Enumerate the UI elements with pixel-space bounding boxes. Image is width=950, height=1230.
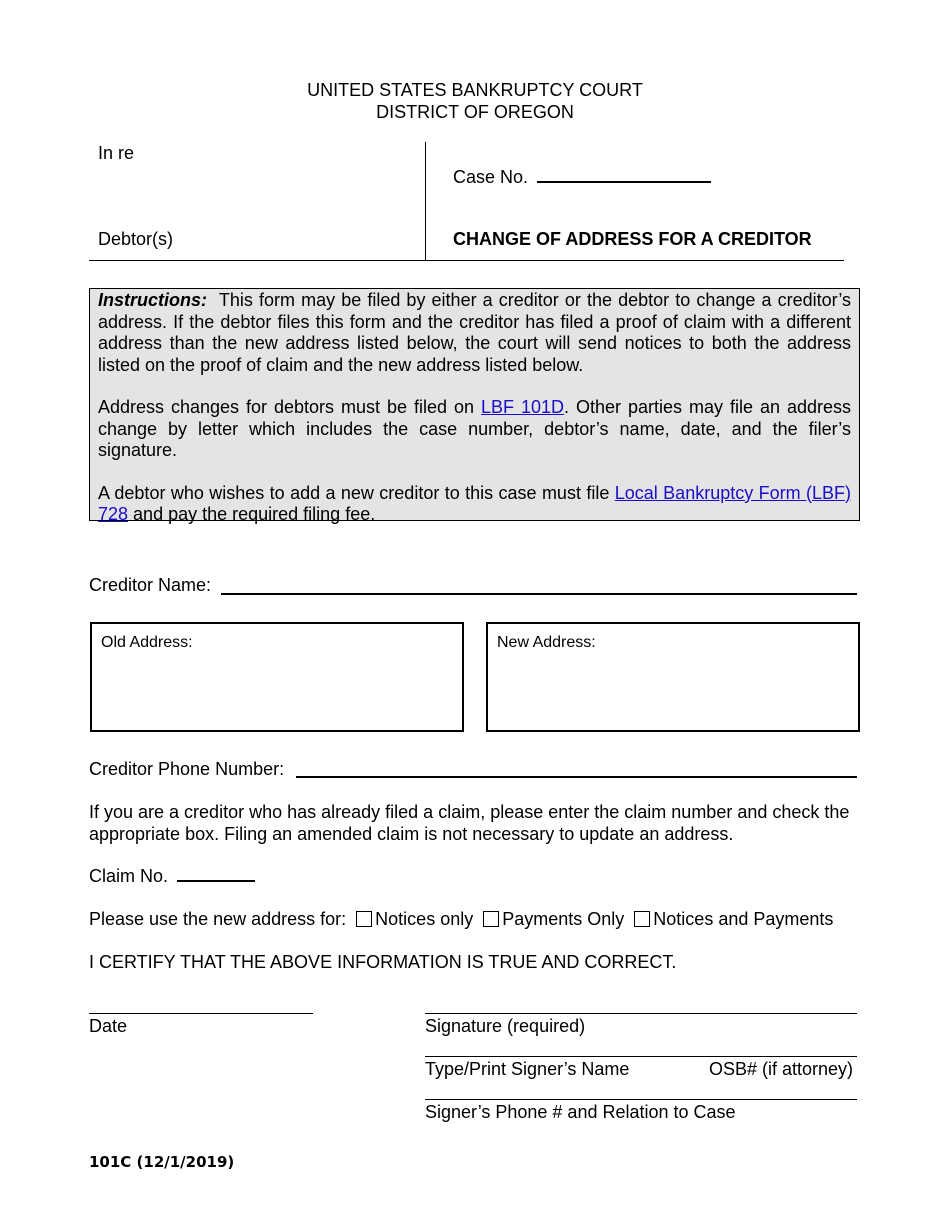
lbf-728-link[interactable]: Local Bankruptcy Form (LBF) 728 [98, 482, 851, 524]
case-number-label: Case No. [453, 167, 529, 187]
instructions-label: Instructions: [98, 290, 208, 310]
instructions-text-1: This form may be filed by either a creditor or the debtor to change a creditor’s address. If the debtor files this form and the creditor has filed a proof of claim with a different address than the new address listed below, the court will send notices to both the address listed on the proof of claim and the new address listed below. [98, 290, 851, 375]
payments-only-label: Payments Only [502, 909, 625, 929]
signer-name-label: Type/Print Signer’s Name [425, 1059, 630, 1079]
notices-only-checkbox[interactable] [356, 911, 372, 927]
signature-label: Signature (required) [425, 1016, 586, 1036]
instructions-para-3 [98, 483, 851, 526]
instructions-text-2b: . Other parties may file an address change by letter which includes the case number, debtor’s name, date, and the filer’s signature. [98, 397, 851, 460]
osb-number-label: OSB# (if attorney) [709, 1059, 854, 1079]
address-use-label: Please use the new address for: [89, 909, 347, 929]
certification-statement: I CERTIFY THAT THE ABOVE INFORMATION IS TRUE AND CORRECT. [89, 952, 677, 972]
instructions-para-1 [98, 290, 851, 376]
address-use-row [89, 909, 833, 930]
instructions-text-2a: Address changes for debtors must be filed on [98, 397, 481, 417]
new-address-label: New Address: [497, 634, 596, 651]
caption-rule-left [89, 260, 425, 261]
caption-divider [425, 142, 426, 260]
payments-only-checkbox[interactable] [483, 911, 499, 927]
case-number-field[interactable] [453, 165, 711, 188]
case-number-line[interactable] [537, 165, 711, 183]
lbf-101d-link[interactable]: LBF 101D [481, 397, 565, 417]
signature-line[interactable] [425, 1013, 857, 1014]
instructions-text-3b: and pay the required filing fee. [128, 504, 376, 524]
caption-rule-right [425, 260, 844, 261]
form-identifier: 101C (12/1/2019) [89, 1153, 235, 1171]
court-district: DISTRICT OF OREGON [376, 102, 574, 122]
claim-number-line[interactable] [177, 866, 255, 882]
old-address-label: Old Address: [101, 634, 193, 651]
creditor-name-line[interactable] [221, 593, 857, 595]
date-line[interactable] [89, 1013, 313, 1014]
signer-phone-line[interactable] [425, 1099, 857, 1100]
date-label: Date [89, 1016, 128, 1036]
instructions-text-3a: A debtor who wishes to add a new creditor to this case must file [98, 482, 615, 503]
creditor-phone-line[interactable] [296, 776, 857, 778]
claim-number-field[interactable] [89, 866, 255, 887]
creditor-name-label: Creditor Name: [89, 575, 212, 595]
debtors-label: Debtor(s) [98, 229, 174, 249]
instructions-box [89, 288, 860, 524]
claim-number-label: Claim No. [89, 866, 169, 886]
court-name: UNITED STATES BANKRUPTCY COURT [307, 80, 643, 100]
notices-and-payments-label: Notices and Payments [653, 909, 834, 929]
notices-only-label: Notices only [375, 909, 474, 929]
creditor-phone-label: Creditor Phone Number: [89, 759, 285, 779]
form-title: CHANGE OF ADDRESS FOR A CREDITOR [453, 229, 812, 249]
claim-note: If you are a creditor who has already filed a claim, please enter the claim number and check the appropriate box. Filing an amended claim is not necessary to update an address. [89, 802, 850, 844]
notices-and-payments-checkbox[interactable] [634, 911, 650, 927]
signer-name-line[interactable] [425, 1056, 857, 1057]
instructions-para-2 [98, 397, 851, 462]
new-address-box[interactable] [486, 622, 860, 732]
signer-phone-relation-label: Signer’s Phone # and Relation to Case [425, 1102, 736, 1122]
in-re-label: In re [98, 143, 135, 163]
old-address-box[interactable] [90, 622, 464, 732]
